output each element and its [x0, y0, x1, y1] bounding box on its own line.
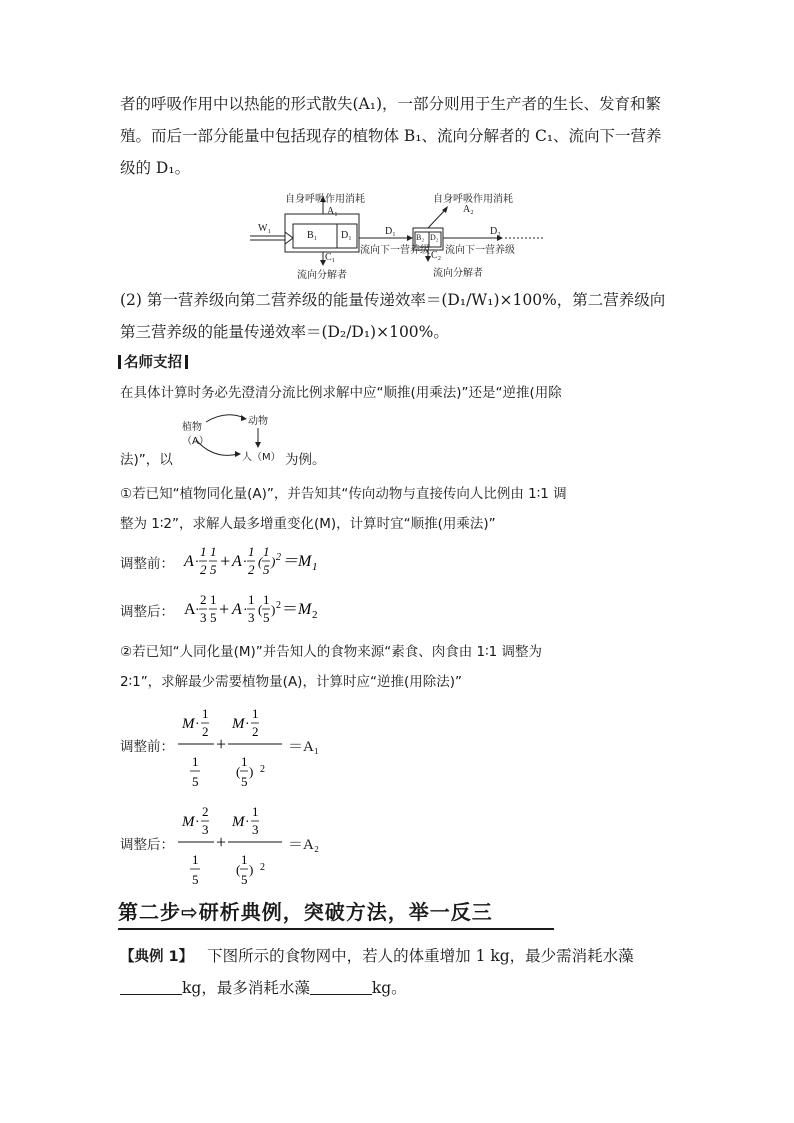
case2-line-1: ②若已知“人同化量(M)”并告知人的食物来源“素食、肉食由 1∶1 调整为	[120, 644, 543, 660]
svg-text:2: 2	[200, 562, 207, 577]
svg-text:M: M	[298, 553, 312, 570]
svg-text:A: A	[232, 553, 242, 570]
svg-text:2: 2	[312, 609, 318, 621]
b2-label: B₂	[416, 233, 425, 242]
svg-text:): )	[271, 602, 276, 617]
svg-text:·: ·	[245, 717, 250, 732]
svg-text:): )	[249, 862, 254, 877]
mini-a-label: （A）	[182, 436, 209, 447]
svg-text:5: 5	[192, 872, 199, 887]
svg-text:1: 1	[263, 592, 270, 607]
example-text-2a: kg，最多消耗水藻	[182, 979, 310, 997]
svg-text:5: 5	[241, 774, 248, 789]
svg-text:3: 3	[202, 822, 209, 837]
svg-text:M: M	[182, 716, 195, 732]
d2-box-label: D₂	[430, 233, 439, 242]
svg-text:1: 1	[202, 706, 209, 721]
svg-text:3: 3	[252, 822, 259, 837]
svg-text:5: 5	[210, 562, 217, 577]
svg-text:3: 3	[248, 610, 255, 625]
resp-label-1: 自身呼吸作用消耗	[285, 194, 365, 205]
svg-text:(: (	[236, 862, 241, 877]
svg-text:M: M	[232, 716, 245, 732]
tip-line-2b: 为例。	[285, 452, 326, 468]
svg-text:1: 1	[312, 561, 318, 573]
energy-flow-diagram	[245, 190, 545, 280]
svg-text:(: (	[258, 554, 263, 569]
mini-plant-label: 植物	[182, 422, 202, 433]
decomp-label-1: 流向分解者	[297, 270, 347, 281]
case1-line-2: 整为 1∶2”，求解人最多增重变化(M)，计算时宜“顺推(用乘法)”	[120, 516, 496, 532]
c1-label: C₁	[325, 252, 336, 263]
svg-text:5: 5	[263, 610, 270, 625]
svg-text:A: A	[232, 601, 242, 618]
tip-line-2a: 法)”，以	[120, 452, 173, 468]
svg-text:5: 5	[210, 610, 217, 625]
svg-text:1: 1	[248, 592, 255, 607]
mini-animal-label: 动物	[248, 416, 268, 427]
case2-after-label: 调整后：	[120, 837, 174, 853]
svg-text:1: 1	[200, 544, 207, 559]
svg-text:＝: ＝	[282, 601, 299, 618]
example-line-1	[120, 944, 634, 966]
answer-blank-1[interactable]	[120, 980, 182, 995]
svg-text:5: 5	[241, 872, 248, 887]
svg-text:): )	[249, 764, 254, 779]
efficiency-line-2: 第三营养级的能量传递效率＝(D₂/D₁)×100%。	[120, 323, 449, 341]
svg-text:2: 2	[276, 600, 281, 611]
a2-label: A₂	[463, 204, 474, 215]
svg-text:2: 2	[260, 764, 265, 775]
svg-text:): )	[271, 554, 276, 569]
svg-text:+: +	[216, 734, 227, 754]
mini-food-web	[178, 410, 288, 466]
b1-label: B₁	[307, 230, 318, 241]
svg-text:5: 5	[263, 562, 270, 577]
case1-after-formula	[184, 588, 344, 632]
d1-arrow-label: D₁	[385, 226, 396, 237]
c2-label: C₂	[431, 250, 442, 261]
svg-text:·: ·	[195, 717, 200, 732]
svg-text:A: A	[184, 553, 194, 570]
svg-text:2: 2	[202, 804, 209, 819]
svg-text:·: ·	[195, 815, 200, 830]
example-text-1: 下图所示的食物网中，若人的体重增加 1 kg，最少需消耗水藻	[207, 947, 634, 965]
svg-text:1: 1	[210, 592, 217, 607]
case2-before-label: 调整前：	[120, 739, 174, 755]
svg-text:1: 1	[263, 544, 270, 559]
svg-text:2: 2	[276, 552, 281, 563]
svg-text:1: 1	[252, 804, 259, 819]
tip-tag-text: 名师支招	[124, 355, 182, 371]
svg-text:(: (	[258, 602, 263, 617]
example-text-2b: kg。	[371, 979, 407, 997]
case2-line-2: 2∶1”，求解最少需要植物量(A)，计算时应“逆推(用除法)”	[120, 674, 462, 690]
svg-text:1: 1	[192, 852, 199, 867]
d2-arrow-label: D₂	[490, 226, 501, 237]
svg-text:·: ·	[243, 603, 248, 618]
tip-tag	[118, 351, 188, 372]
svg-text:M: M	[298, 601, 312, 618]
svg-text:A: A	[184, 601, 196, 618]
flow-next-label-2: 流向下一营养级	[445, 245, 515, 256]
svg-text:+: +	[216, 832, 227, 852]
svg-text:2: 2	[202, 724, 209, 739]
flow-next-label-1: 流向下一营养级	[360, 245, 430, 256]
svg-text:1: 1	[192, 754, 199, 769]
intro-line-1: 者的呼吸作用中以热能的形式散失(A₁)，一部分则用于生产者的生长、发育和繁	[120, 95, 662, 113]
svg-text:1: 1	[241, 852, 248, 867]
svg-text:·: ·	[195, 603, 200, 618]
case1-before-formula	[184, 540, 344, 584]
svg-text:2: 2	[252, 724, 259, 739]
case1-after-label: 调整后：	[120, 604, 174, 620]
svg-text:1: 1	[210, 544, 217, 559]
w1-label: W₁	[258, 223, 271, 234]
svg-text:1: 1	[248, 544, 255, 559]
a1-label: A₁	[327, 206, 338, 217]
resp-label-2: 自身呼吸作用消耗	[433, 194, 513, 205]
svg-text:+: +	[219, 551, 232, 571]
case2-result-1: ＝A₁	[288, 739, 320, 755]
example-tag: 【典例 1】	[120, 949, 194, 965]
mini-human-label: 人（M）	[242, 452, 281, 463]
svg-text:2: 2	[200, 592, 207, 607]
svg-text:2: 2	[260, 862, 265, 873]
step-heading: 第二步⇨研析典例，突破方法，举一反三	[118, 900, 493, 924]
step-underline	[118, 928, 554, 930]
svg-text:M: M	[182, 814, 195, 830]
svg-text:3: 3	[200, 610, 207, 625]
svg-text:·: ·	[195, 555, 199, 570]
svg-text:·: ·	[245, 815, 250, 830]
svg-text:·: ·	[243, 555, 247, 570]
d1-box-label: D₁	[341, 230, 352, 241]
svg-text:(: (	[236, 764, 241, 779]
intro-line-2: 殖。而后一部分能量中包括现存的植物体 B₁、流向分解者的 C₁、流向下一营养	[120, 127, 662, 145]
case1-before-label: 调整前：	[120, 556, 174, 572]
svg-text:+: +	[219, 599, 230, 619]
svg-text:5: 5	[192, 774, 199, 789]
svg-text:1: 1	[241, 754, 248, 769]
case1-line-1: ①若已知“植物同化量(A)”，并告知其“传向动物与直接传向人比例由 1∶1 调	[120, 486, 567, 502]
svg-text:2: 2	[248, 562, 255, 577]
svg-text:1: 1	[252, 706, 259, 721]
example-line-2	[120, 976, 407, 998]
decomp-label-2: 流向分解者	[433, 268, 483, 279]
svg-text:＝: ＝	[282, 553, 299, 570]
tip-line-1: 在具体计算时务必先澄清分流比例求解中应“顺推(用乘法)”还是“逆推(用除	[120, 385, 562, 401]
case2-result-2: ＝A₂	[288, 837, 320, 853]
answer-blank-2[interactable]	[310, 980, 372, 995]
intro-line-3: 级的 D₁。	[120, 159, 191, 177]
efficiency-line-1: (2) 第一营养级向第二营养级的能量传递效率＝(D₁/W₁)×100%，第二营养级向	[120, 291, 666, 309]
svg-text:M: M	[232, 814, 245, 830]
